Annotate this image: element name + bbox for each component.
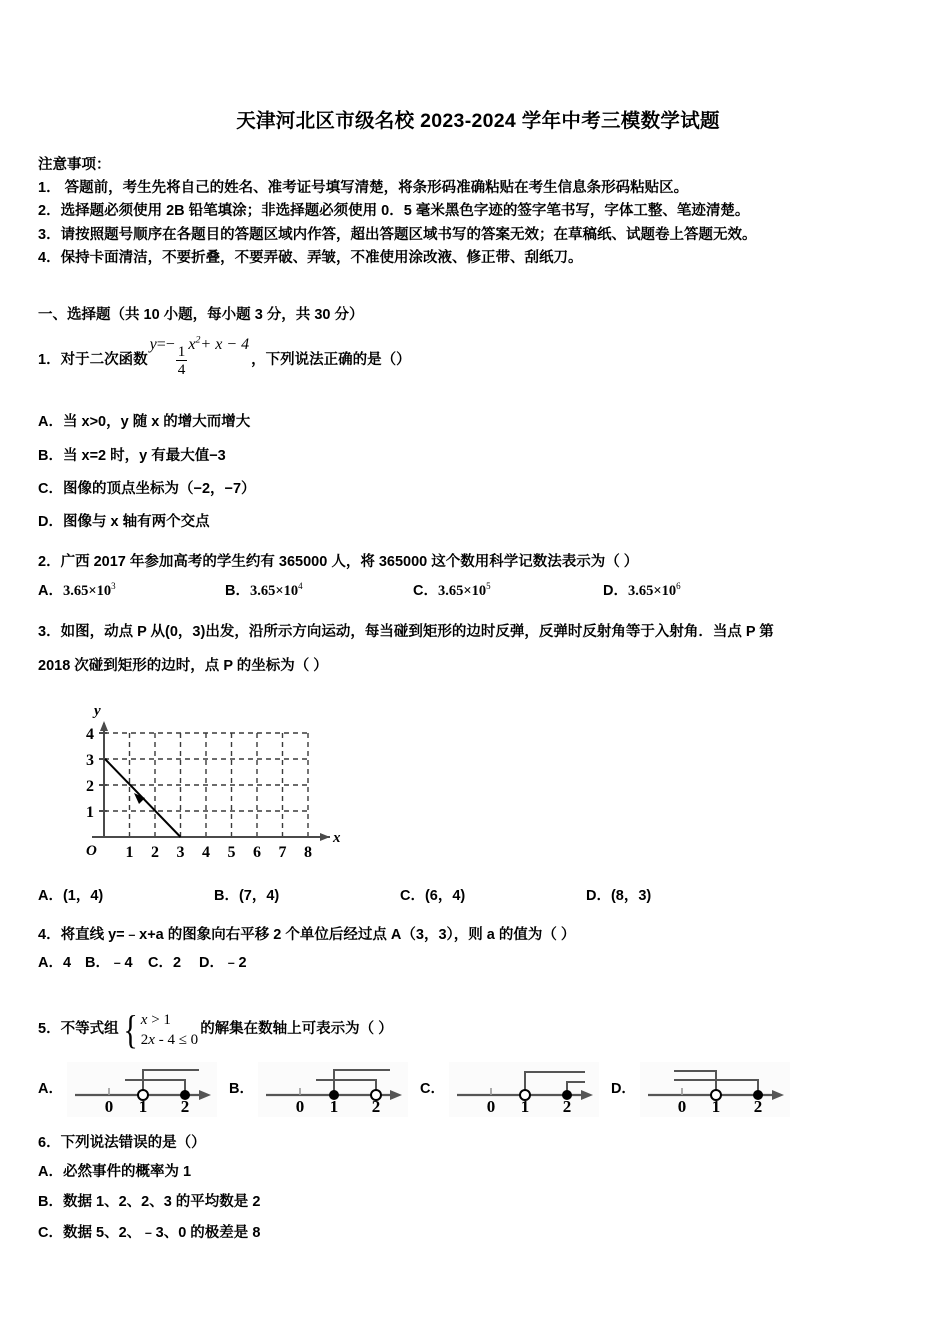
question-6-stem-text: 下列说法错误的是（）: [60, 1135, 206, 1152]
question-4-options: [38, 948, 918, 980]
inequality-1-rest: > 1: [147, 1011, 171, 1028]
tick-label-0: 0: [677, 1097, 687, 1117]
tick-label-1: 1: [329, 1097, 339, 1117]
option-b-label: B．: [225, 583, 250, 600]
axes: [92, 723, 330, 837]
bracket-upper: [525, 1072, 585, 1095]
option-c-exponent: 5: [486, 581, 491, 592]
question-5-option-d: [611, 1062, 790, 1117]
question-5-stem-before: 不等式组: [60, 1021, 119, 1038]
question-1-option-c: C．图像的顶点坐标为（−2，−7）: [38, 481, 256, 498]
question-6-option-a: A．必然事件的概率为 1: [38, 1163, 192, 1180]
question-2-stem: [38, 550, 918, 575]
question-4-option-b: B．﹣4: [85, 954, 133, 971]
y-axis-arrow: [100, 721, 108, 731]
formula-fraction: [176, 344, 188, 377]
inequality-2-variable: x: [148, 1032, 155, 1049]
numberline-b-svg: [258, 1062, 408, 1117]
x-tick-6: 6: [253, 844, 261, 862]
option-b-exponent: 4: [298, 581, 303, 592]
inequality-2-rest: - 4 ≤ 0: [154, 1032, 199, 1049]
numberline-c-ticks: [487, 1097, 572, 1116]
formula-variable: x: [188, 335, 196, 353]
section-heading-choice: 一、选择题（共 10 小题，每小题 3 分，共 30 分）: [38, 306, 364, 323]
formula-equals: =: [156, 335, 166, 353]
x-tick-8: 8: [304, 844, 312, 862]
x-tick-labels: [126, 844, 313, 861]
axis-arrow: [390, 1090, 402, 1100]
numberline-c-svg: [449, 1062, 599, 1117]
inequality-lines: [141, 1010, 198, 1051]
question-5-option-c: [420, 1062, 599, 1117]
notice-item-2: 2．选择题必须使用 2B 铅笔填涂；非选择题必须使用 0．5 毫米黑色字迹的签字笔书写，字体工整、笔迹清楚。: [38, 203, 750, 220]
tick-label-1: 1: [138, 1097, 148, 1117]
x-axis-arrow: [320, 833, 330, 841]
question-5-stem-after: 的解集在数轴上可表示为（ ）: [200, 1021, 393, 1038]
inequality-system: [121, 1006, 199, 1052]
option-c-label: C．: [419, 1081, 445, 1098]
x-tick-1: 1: [125, 844, 134, 862]
x-tick-2: 2: [151, 844, 159, 862]
question-4-number: 4．: [38, 926, 61, 943]
tick-label-2: 2: [180, 1097, 190, 1117]
question-3-stem-line-2: 2018 次碰到矩形的边时，点 P 的坐标为（ ）: [38, 657, 328, 674]
question-2-number: 2．: [38, 553, 61, 570]
question-1-option-d: D．图像与 x 轴有两个交点: [38, 514, 210, 531]
question-3: [38, 620, 918, 912]
question-1-stem: [38, 334, 918, 385]
option-a-label: A．: [38, 1081, 63, 1098]
question-4-stem-text: 将直线 y=﹣x+a 的图象向右平移 2 个单位后经过点 A（3，3），则 a 的值为（ ）: [60, 926, 576, 943]
tick-label-0: 0: [104, 1097, 114, 1117]
tick-label-0: 0: [486, 1097, 496, 1117]
question-2-options: [38, 575, 918, 608]
notice-heading: 注意事项：: [38, 157, 111, 174]
numberline-d-svg: [640, 1062, 790, 1117]
notice-block: [38, 154, 918, 270]
question-4-option-a: A．4: [38, 954, 72, 971]
bracket-upper: [674, 1071, 716, 1095]
y-tick-3: 3: [86, 752, 94, 770]
bracket-lower: [316, 1080, 376, 1095]
option-a-mantissa: 3.65×10: [62, 583, 112, 600]
question-5-option-a: [38, 1062, 217, 1117]
question-1-option-b: B．当 x=2 时，y 有最大值−3: [38, 447, 226, 464]
question-2-option-c: [413, 575, 603, 608]
bracket-upper: [143, 1070, 199, 1095]
option-b-label: B．: [228, 1081, 254, 1098]
option-d-label: D．: [603, 583, 628, 600]
option-a-exponent: 3: [111, 581, 116, 592]
inequality-line-1: [141, 1010, 198, 1030]
question-4-stem: [38, 923, 918, 948]
question-6-option-b: B．数据 1、2、2、3 的平均数是 2: [38, 1194, 261, 1211]
option-d-exponent: 6: [676, 581, 681, 592]
question-1-number: 1．: [38, 352, 61, 369]
question-3-option-c: C．(6，4): [400, 887, 466, 904]
bracket-upper: [334, 1070, 390, 1095]
coordinate-grid-svg: [52, 697, 352, 865]
y-tick-4: 4: [86, 726, 94, 744]
axis-arrow: [772, 1090, 784, 1100]
option-d-mantissa: 3.65×10: [627, 583, 677, 600]
question-4: [38, 923, 918, 980]
tick-label-2: 2: [562, 1097, 572, 1117]
question-3-options: [38, 881, 918, 913]
tick-label-2: 2: [371, 1097, 381, 1117]
question-2-option-b: [225, 575, 413, 608]
question-4-option-d: D．﹣2: [199, 954, 247, 971]
option-d-label: D．: [610, 1081, 636, 1098]
y-tick-labels: [86, 726, 94, 821]
y-tick-1: 1: [86, 804, 94, 822]
question-6: [38, 1131, 918, 1248]
tick-label-0: 0: [295, 1097, 305, 1117]
question-5: [38, 1006, 918, 1118]
question-3-stem-text-1: 如图，动点 P 从(0，3)出发，沿所示方向运动，每当碰到矩形的边时反弹，反弹时反射角等于入射角．当点 P 第: [60, 624, 774, 641]
question-1: [38, 334, 918, 540]
formula-lhs: y: [149, 335, 157, 353]
tick-label-2: 2: [753, 1097, 763, 1117]
question-5-options: [38, 1062, 918, 1117]
origin-label: O: [86, 843, 97, 860]
numberline-a-svg: [67, 1062, 217, 1117]
numberline-b-ticks: [296, 1097, 381, 1116]
axis-labels: [86, 703, 341, 862]
question-4-option-c: C．2: [148, 954, 182, 971]
question-2-stem-text: 广西 2017 年参加高考的学生约有 365000 人，将 365000 这个数用科学记数法表示为（ ）: [60, 553, 639, 570]
option-c-mantissa: 3.65×10: [437, 583, 487, 600]
fraction-denominator: 4: [177, 361, 186, 379]
numberline-d-ticks: [678, 1097, 763, 1116]
question-5-option-b: [229, 1062, 408, 1117]
grid-lines: [104, 733, 308, 837]
x-tick-4: 4: [202, 844, 210, 862]
question-3-option-b: B．(7，4): [214, 887, 280, 904]
page-title: 天津河北区市级名校 2023-2024 学年中考三模数学试题: [236, 110, 720, 132]
notice-item-4: 4．保持卡面清洁，不要折叠，不要弄破、弄皱，不准使用涂改液、修正带、刮纸刀。: [38, 250, 583, 267]
axis-arrow: [199, 1090, 211, 1100]
notice-item-1: 1． 答题前，考生先将自己的姓名、准考证号填写清楚，将条形码准确粘贴在考生信息条形码粘贴区。: [38, 179, 689, 196]
question-1-option-a: A．当 x>0，y 随 x 的增大而增大: [38, 414, 251, 431]
question-6-number: 6．: [38, 1135, 61, 1152]
tick-label-1: 1: [711, 1097, 721, 1117]
formula-minus: −: [165, 335, 175, 353]
x-tick-7: 7: [278, 844, 287, 862]
question-6-stem: [38, 1131, 918, 1156]
brace-glyph: {: [122, 1006, 138, 1052]
question-2: [38, 550, 918, 609]
question-3-option-a: A．(1，4): [38, 887, 104, 904]
x-tick-5: 5: [227, 844, 236, 862]
option-a-label: A．: [38, 583, 63, 600]
inequality-2-coefficient: 2: [140, 1032, 149, 1049]
numberline-a-ticks: [105, 1097, 190, 1116]
bracket-lower: [125, 1080, 185, 1095]
question-2-option-d: [603, 575, 681, 608]
fraction-numerator: 1: [177, 342, 186, 360]
x-tick-3: 3: [176, 844, 185, 862]
formula-tail: + x − 4: [200, 335, 250, 353]
question-1-stem-after: ，下列说法正确的是（）: [251, 352, 411, 369]
y-tick-2: 2: [86, 778, 94, 796]
option-b-mantissa: 3.65×10: [249, 583, 299, 600]
question-1-formula: [150, 331, 250, 378]
question-5-stem: [38, 1006, 918, 1052]
coordinate-grid-figure: [52, 697, 918, 874]
question-6-option-c: C．数据 5、2、﹣3、0 的极差是 8: [38, 1224, 261, 1241]
x-axis-label: x: [333, 830, 341, 847]
axis-arrow: [581, 1090, 593, 1100]
question-2-option-a: [38, 575, 225, 608]
question-1-stem-before: 对于二次函数: [60, 352, 148, 369]
page-content: [38, 0, 918, 1248]
y-axis-label: y: [94, 703, 101, 720]
inequality-1-variable: x: [140, 1011, 148, 1028]
question-3-number: 3．: [38, 624, 61, 641]
formula-exponent: 2: [195, 334, 201, 346]
inequality-line-2: [141, 1030, 198, 1050]
tick-label-1: 1: [520, 1097, 530, 1117]
question-5-number: 5．: [38, 1021, 61, 1038]
notice-item-3: 3．请按照题号顺序在各题目的答题区域内作答，超出答题区域书写的答案无效；在草稿纸、试题卷上答题无效。: [38, 226, 757, 243]
option-c-label: C．: [413, 583, 438, 600]
question-3-stem-line-1: [38, 620, 918, 645]
question-3-option-d: D．(8，3): [586, 887, 652, 904]
